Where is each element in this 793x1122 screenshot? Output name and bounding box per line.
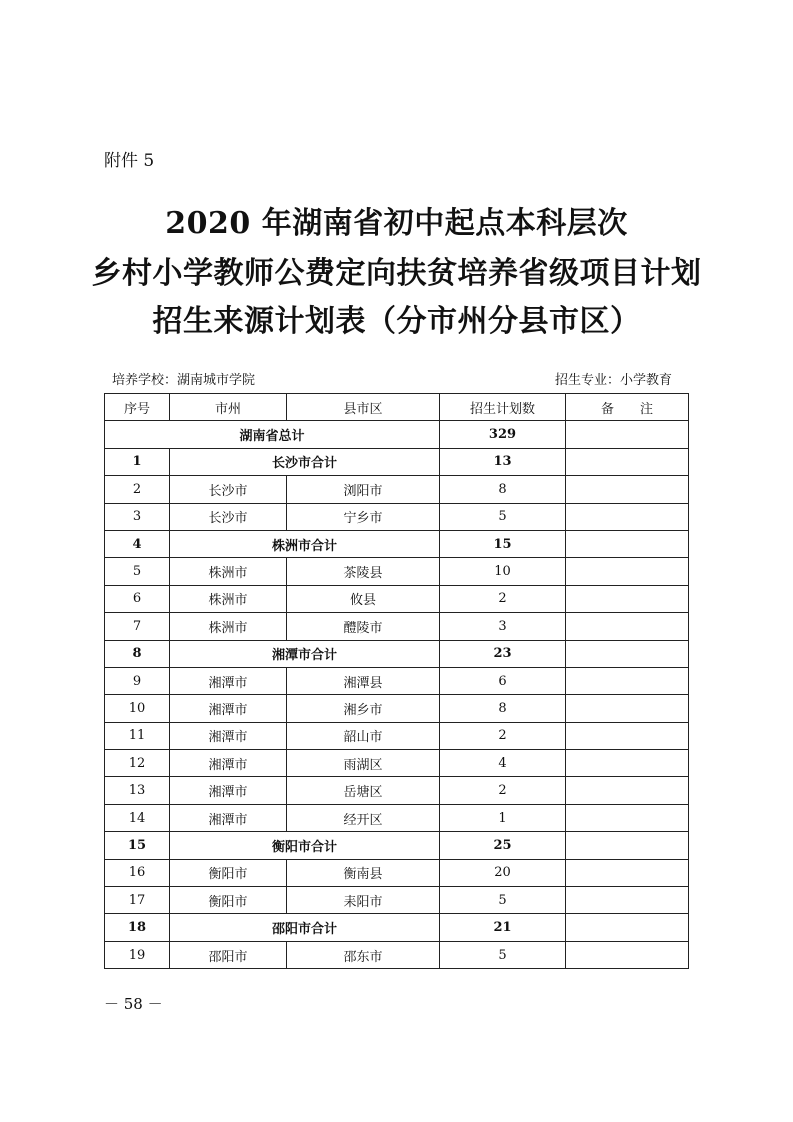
plan-count: 5 [440, 503, 566, 530]
plan-count: 8 [440, 695, 566, 722]
subtotal-row [105, 832, 689, 859]
county-cell: 茶陵县 [287, 558, 440, 585]
county-cell: 湘乡市 [287, 695, 440, 722]
plan-count: 21 [440, 914, 566, 941]
title-line-1: 2020 年湖南省初中起点本科层次 [165, 206, 628, 241]
header-no: 序号 [105, 394, 170, 421]
header-plan-count: 招生计划数 [440, 394, 566, 421]
plan-count: 2 [440, 722, 566, 749]
plan-count: 2 [440, 585, 566, 612]
county-cell: 韶山市 [287, 722, 440, 749]
plan-count: 23 [440, 640, 566, 667]
county-cell: 岳塘区 [287, 777, 440, 804]
county-cell: 经开区 [287, 804, 440, 831]
plan-count: 13 [440, 448, 566, 475]
county-cell: 攸县 [287, 585, 440, 612]
plan-count: 25 [440, 832, 566, 859]
province-total-row [105, 421, 689, 448]
remarks-cell [566, 914, 689, 941]
title-line-3: 招生来源计划表（分市州分县市区） [152, 304, 641, 339]
header-remarks: 备 注 [566, 394, 689, 421]
plan-count: 10 [440, 558, 566, 585]
city-cell: 湘潭市 [170, 667, 287, 694]
remarks-cell [566, 804, 689, 831]
table-row [105, 558, 689, 585]
table-row [105, 887, 689, 914]
table-row [105, 804, 689, 831]
plan-count: 20 [440, 859, 566, 886]
page-number: － 58 － [104, 995, 163, 1013]
remarks-cell [566, 421, 689, 448]
plan-count: 6 [440, 667, 566, 694]
city-cell: 湘潭市 [170, 777, 287, 804]
table-row [105, 859, 689, 886]
subtotal-label: 长沙市合计 [170, 448, 440, 475]
row-number: 16 [105, 859, 170, 886]
county-cell: 湘潭县 [287, 667, 440, 694]
row-number: 5 [105, 558, 170, 585]
row-number: 13 [105, 777, 170, 804]
subtotal-label: 湘潭市合计 [170, 640, 440, 667]
plan-count: 5 [440, 941, 566, 968]
county-cell: 雨湖区 [287, 750, 440, 777]
county-cell: 衡南县 [287, 859, 440, 886]
remarks-cell [566, 750, 689, 777]
remarks-cell [566, 667, 689, 694]
county-cell: 浏阳市 [287, 476, 440, 503]
city-cell: 衡阳市 [170, 887, 287, 914]
row-number: 11 [105, 722, 170, 749]
plan-table [104, 393, 689, 969]
row-number: 4 [105, 530, 170, 557]
table-row [105, 941, 689, 968]
county-cell: 醴陵市 [287, 613, 440, 640]
row-number: 1 [105, 448, 170, 475]
remarks-cell [566, 476, 689, 503]
row-number: 19 [105, 941, 170, 968]
remarks-cell [566, 503, 689, 530]
remarks-cell [566, 777, 689, 804]
row-number: 7 [105, 613, 170, 640]
subtotal-label: 株洲市合计 [170, 530, 440, 557]
remarks-cell [566, 640, 689, 667]
plan-count: 3 [440, 613, 566, 640]
subtotal-row [105, 448, 689, 475]
attachment-label: 附件 5 [104, 151, 155, 171]
row-number: 10 [105, 695, 170, 722]
remarks-cell [566, 695, 689, 722]
remarks-cell [566, 558, 689, 585]
city-cell: 长沙市 [170, 476, 287, 503]
city-cell: 邵阳市 [170, 941, 287, 968]
province-total-label: 湖南省总计 [105, 421, 440, 448]
row-number: 18 [105, 914, 170, 941]
city-cell: 衡阳市 [170, 859, 287, 886]
row-number: 6 [105, 585, 170, 612]
city-cell: 长沙市 [170, 503, 287, 530]
table-row [105, 503, 689, 530]
city-cell: 湘潭市 [170, 750, 287, 777]
row-number: 12 [105, 750, 170, 777]
county-cell: 宁乡市 [287, 503, 440, 530]
plan-count: 15 [440, 530, 566, 557]
table-row [105, 667, 689, 694]
city-cell: 湘潭市 [170, 722, 287, 749]
plan-count: 2 [440, 777, 566, 804]
city-cell: 株洲市 [170, 585, 287, 612]
remarks-cell [566, 859, 689, 886]
row-number: 17 [105, 887, 170, 914]
remarks-cell [566, 887, 689, 914]
remarks-cell [566, 448, 689, 475]
remarks-cell [566, 530, 689, 557]
subtotal-label: 衡阳市合计 [170, 832, 440, 859]
title-line-2: 乡村小学教师公费定向扶贫培养省级项目计划 [91, 256, 702, 291]
city-cell: 株洲市 [170, 558, 287, 585]
major-label: 招生专业：小学教育 [554, 373, 672, 388]
city-cell: 株洲市 [170, 613, 287, 640]
remarks-cell [566, 941, 689, 968]
plan-count: 4 [440, 750, 566, 777]
row-number: 8 [105, 640, 170, 667]
remarks-cell [566, 832, 689, 859]
remarks-cell [566, 613, 689, 640]
school-label: 培养学校：湖南城市学院 [112, 373, 256, 388]
table-row [105, 722, 689, 749]
city-cell: 湘潭市 [170, 804, 287, 831]
table-row [105, 476, 689, 503]
row-number: 15 [105, 832, 170, 859]
row-number: 14 [105, 804, 170, 831]
table-row [105, 695, 689, 722]
header-county: 县市区 [287, 394, 440, 421]
table-row [105, 613, 689, 640]
table-row [105, 750, 689, 777]
header-city: 市州 [170, 394, 287, 421]
subtotal-label: 邵阳市合计 [170, 914, 440, 941]
city-cell: 湘潭市 [170, 695, 287, 722]
province-total-value: 329 [440, 421, 566, 448]
plan-count: 1 [440, 804, 566, 831]
subtotal-row [105, 914, 689, 941]
county-cell: 耒阳市 [287, 887, 440, 914]
plan-count: 5 [440, 887, 566, 914]
remarks-cell [566, 722, 689, 749]
row-number: 9 [105, 667, 170, 694]
remarks-cell [566, 585, 689, 612]
plan-count: 8 [440, 476, 566, 503]
table-row [105, 777, 689, 804]
county-cell: 邵东市 [287, 941, 440, 968]
table-row [105, 585, 689, 612]
table-header-row [105, 394, 689, 421]
row-number: 3 [105, 503, 170, 530]
row-number: 2 [105, 476, 170, 503]
subtotal-row [105, 640, 689, 667]
subtotal-row [105, 530, 689, 557]
